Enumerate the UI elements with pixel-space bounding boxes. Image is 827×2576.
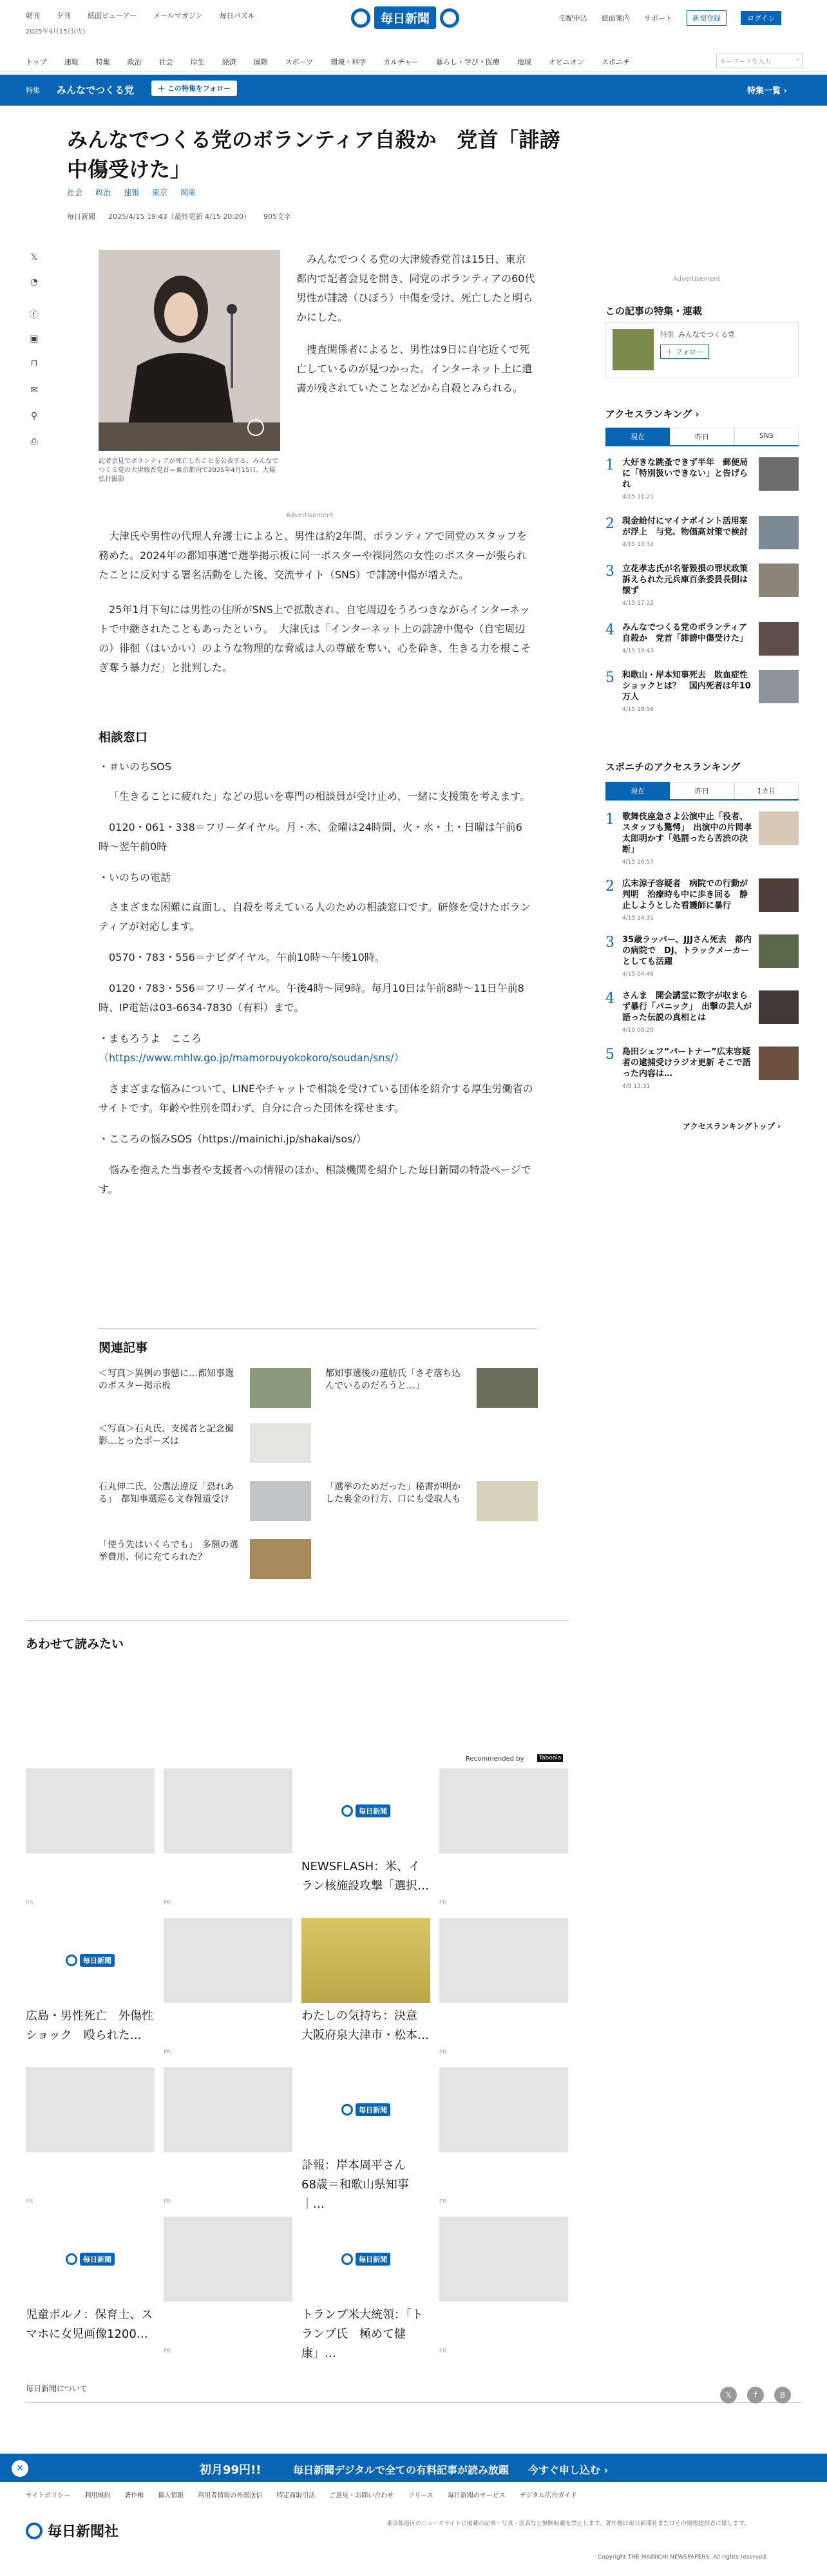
related-thumb xyxy=(477,1481,538,1521)
rank-number: 4 xyxy=(605,622,614,638)
tab-now[interactable]: 現在 xyxy=(605,428,670,445)
facebook-footer-icon[interactable]: f xyxy=(747,2387,764,2403)
article-body xyxy=(99,527,537,677)
about-link[interactable]: 毎日新聞について xyxy=(26,2384,88,2393)
rank-thumb xyxy=(759,990,799,1024)
search-placeholder: キーワードを入力 xyxy=(719,59,771,66)
footer-link[interactable]: 特定商取引法 xyxy=(276,2492,316,2499)
rank-number: 5 xyxy=(605,670,614,686)
reco-card[interactable] xyxy=(301,1918,430,2056)
logo-ring-icon xyxy=(66,1955,77,1966)
rank-number: 1 xyxy=(605,457,614,473)
link-copy-icon[interactable]: ⚲ xyxy=(30,411,38,421)
logo-ring-icon xyxy=(341,2253,353,2265)
rank-thumb xyxy=(759,1046,799,1080)
paragraph: 大津氏や男性の代理人弁護士によると、男性は約2年間、ボランティアで同党のスタッフを務めた。2024年の都知事選で選挙掲示板に同一ポスターや裸同然の女性のポスターが張られたことに反対する署名活動をした後、交流サイト（SNS）で誹謗中傷が増えた。 xyxy=(99,530,528,581)
pr-label: PR xyxy=(439,2049,447,2056)
related-item[interactable] xyxy=(325,1368,538,1408)
reco-heading: あわせて読みたい xyxy=(26,1637,124,1651)
logo-ring-icon xyxy=(341,1805,353,1817)
facebook-icon[interactable]: ⓕ xyxy=(30,310,39,320)
card-image xyxy=(164,1918,292,2003)
feature-title[interactable]: みんなでつくる党 xyxy=(57,84,135,96)
logo-text: 毎日新聞 xyxy=(374,6,436,29)
rank-title: 立花孝志氏が名誉毀損の罪状政策 訴えられた元兵庫百条委員長側は懐ず xyxy=(622,564,757,596)
nav-item[interactable]: 環境・科学 xyxy=(330,58,366,66)
mhlw-link[interactable]: （https://www.mhlw.go.jp/mamorouyokokoro/soudan/sns/） xyxy=(99,1052,404,1064)
divider xyxy=(26,1620,569,1621)
pr-label: PR xyxy=(439,1900,447,1906)
nav-item[interactable]: 社会 xyxy=(158,58,173,66)
ad-label: Advertisement xyxy=(286,512,334,519)
reco-card[interactable] xyxy=(26,2067,155,2205)
nav-item[interactable]: カルチャー xyxy=(383,58,419,66)
card-image xyxy=(164,2067,292,2152)
card-image xyxy=(301,1918,430,2003)
pr-label: PR xyxy=(26,2199,33,2205)
rank-date: 4/15 19:43 xyxy=(622,648,654,654)
rank-number: 3 xyxy=(605,564,614,580)
card-image xyxy=(439,2217,568,2302)
nav-item[interactable]: 政治 xyxy=(127,58,142,66)
series-heading: この記事の特集・連載 xyxy=(605,305,703,317)
tag-link[interactable]: 関東 xyxy=(180,188,196,197)
rank-date: 4/10 09:20 xyxy=(622,1027,654,1034)
card-image xyxy=(301,2217,430,2302)
feature-list-link[interactable]: 特集一覧 › xyxy=(747,86,787,96)
paragraph: みんなでつくる党の大津綾香党首は15日、東京都内で記者会見を開き、同党のボランティアの60代男性が誹謗（ひぼう）中傷を受け、死亡したと明らかにした。 xyxy=(296,253,535,323)
rank-thumb xyxy=(759,670,799,703)
card-image xyxy=(26,1918,155,2003)
logo-text: 毎日新聞 xyxy=(356,2253,390,2266)
related-title[interactable]: 「選挙のためだった」秘書が明かした裏金の行方、口にも受取人も xyxy=(325,1482,461,1504)
card-title xyxy=(164,2156,292,2195)
copyright: Copyright THE MAINICHI NEWSPAPERS. All rights reserved. xyxy=(598,2554,768,2561)
rank-title: 広末涼子容疑者 病院での行動が判明 治療時も中に歩き回る 静止しようとした看護師に暴行 xyxy=(622,879,748,911)
link-morning[interactable]: 朝刊 xyxy=(26,12,40,20)
card-title xyxy=(439,2007,568,2045)
card-image xyxy=(26,2067,155,2152)
related-title[interactable]: ＜写真＞石丸氏、支援者と記念撮影…とったポーズは xyxy=(99,1424,234,1446)
footer-link[interactable]: 利用規約 xyxy=(84,2492,111,2499)
card-image xyxy=(164,1768,292,1853)
series-tag: 特集 xyxy=(660,330,674,339)
card-image xyxy=(26,2217,155,2302)
card-title[interactable]: NEWSFLASH：米、イラン核施設攻撃「選択… xyxy=(301,1860,429,1893)
footer-link[interactable]: 著作権 xyxy=(124,2492,144,2499)
paragraph: さまざまな困難に直面し、自殺を考えている人のための相談窓口です。研修を受けたボランティアが対応します。 xyxy=(99,901,531,933)
rank-title: 和歌山・岸本知事死去 敗血症性ショックとは？ 国内死者は年10万人 xyxy=(622,670,751,702)
rank-date: 4/15 17:22 xyxy=(622,600,654,607)
link-support[interactable]: サポート xyxy=(644,14,672,23)
nav-item[interactable]: スポニチ xyxy=(601,58,630,66)
taboola-logo: Taboola xyxy=(537,1754,563,1762)
rank-date: 4/15 11:21 xyxy=(622,494,654,500)
footer-links xyxy=(26,2490,577,2499)
paragraph: 25年1月下旬には男性の住所がSNS上で拡散され、自宅周辺をうろつきながらインターネットで中継されたこともあったという。 大津氏は「インターネット上の誹謗中傷や（自宅周辺の）徘徊（はいかい）のような物理的な脅威は人の尊厳を奪い、心を砕き、生きる力を根こそぎ奪う暴力だ」と批判した。 xyxy=(99,603,531,674)
photo-illustration xyxy=(99,250,280,451)
tab-sns[interactable]: SNS xyxy=(734,428,799,445)
pr-label: PR xyxy=(439,2348,447,2354)
reco-card[interactable] xyxy=(301,2217,430,2360)
reco-card[interactable] xyxy=(439,1768,568,1906)
card-title[interactable]: 広島・男性死亡 外傷性ショック 殴られた… xyxy=(26,2009,153,2042)
footer-link[interactable]: 利用者情報の外部送信 xyxy=(198,2492,263,2499)
tab-yesterday[interactable]: 昨日 xyxy=(670,782,734,799)
banner-text: 毎日新聞デジタルで全ての有料記事が読み放題 xyxy=(293,2464,509,2476)
publisher: 毎日新聞 xyxy=(67,213,95,221)
related-thumb xyxy=(250,1481,311,1521)
rank-thumb xyxy=(759,457,799,491)
help-heading: 相談窓口 xyxy=(99,730,148,744)
nav-item[interactable]: 速報 xyxy=(64,58,79,66)
article-headline: みんなでつくる党のボランティア自殺か 党首「誹謗中傷受けた」 xyxy=(67,128,560,182)
rank-date: 4/15 16:57 xyxy=(622,859,654,866)
rank-title: 35歳ラッパー、JJJさん死去 都内の病院で DJ、トラックメーカーとしても活躍 xyxy=(622,935,752,967)
rank-thumb xyxy=(759,811,799,845)
footer-link[interactable]: サイトポリシー xyxy=(26,2492,71,2499)
pr-label: PR xyxy=(164,1900,171,1906)
company-name: 毎日新聞社 xyxy=(48,2523,119,2540)
card-image xyxy=(301,2067,430,2152)
card-image xyxy=(26,1768,155,1853)
rank-thumb xyxy=(759,516,799,549)
reco-card[interactable] xyxy=(26,1768,155,1906)
nav-item[interactable]: オピニオン xyxy=(548,58,584,66)
reco-card[interactable] xyxy=(439,1918,568,2056)
paragraph: ・＃いのちSOS xyxy=(99,761,171,773)
search-icon[interactable]: ⌕ xyxy=(796,56,800,63)
x-footer-icon[interactable]: 𝕏 xyxy=(720,2387,737,2403)
card-title xyxy=(164,2306,292,2344)
card-image xyxy=(301,1768,430,1853)
card-title xyxy=(439,1857,568,1896)
link-evening[interactable]: 夕刊 xyxy=(57,12,71,20)
ranking-list xyxy=(605,457,799,715)
paragraph: ・いのちの電話 xyxy=(99,871,171,884)
link-viewer[interactable]: 紙面ビューアー xyxy=(88,12,137,20)
site-logo[interactable] xyxy=(351,6,459,29)
related-title[interactable]: 石丸伸二氏、公選法違反「恐れある」 都知事選巡る文春報道受け xyxy=(99,1482,234,1504)
sponichi-list xyxy=(605,811,799,1092)
print-icon[interactable]: ⎙ xyxy=(30,437,38,447)
nav-item[interactable]: 経済 xyxy=(222,58,236,66)
reco-card[interactable] xyxy=(164,1768,292,1906)
copyright-notice: 東京都港区のニュースサイトに掲載の記事・写真・図表など無断転載を禁止します。著作権は毎日新聞社またはその情報提供者に属します。 xyxy=(386,2521,750,2527)
series-thumb xyxy=(613,329,654,370)
ranking-tabs xyxy=(605,428,799,446)
related-thumb xyxy=(477,1368,538,1408)
series-follow-button[interactable]: ＋ フォロー xyxy=(660,345,709,359)
ad-label: Advertisement xyxy=(673,276,721,283)
ranking-item[interactable] xyxy=(605,934,799,980)
ranking-item[interactable] xyxy=(605,811,799,868)
rank-date: 4/15 14:31 xyxy=(622,915,654,922)
x-share-icon[interactable]: 𝕏 xyxy=(30,252,38,263)
ranking-item[interactable] xyxy=(605,457,799,503)
divider xyxy=(26,2402,801,2403)
nav-item[interactable]: スポーツ xyxy=(285,58,314,66)
reco-card[interactable] xyxy=(301,2067,430,2211)
paragraph: 捜査関係者によると、男性は9日に自宅近くで死亡しているのが見つかった。インターネット上に遺書が残されていたことなどから自殺とみられる。 xyxy=(296,343,533,394)
company-logo[interactable] xyxy=(26,2521,119,2541)
logo-ring-icon xyxy=(341,2104,353,2116)
rank-thumb xyxy=(759,878,799,912)
related-item[interactable] xyxy=(99,1368,311,1408)
logo-ring-icon xyxy=(26,2523,43,2539)
related-item[interactable] xyxy=(99,1423,311,1463)
tag-link[interactable]: 東京 xyxy=(152,188,168,197)
utility-links xyxy=(26,10,255,21)
rank-date: 4/15 18:56 xyxy=(622,706,654,713)
footer-link[interactable]: 毎日新聞のサービス xyxy=(447,2492,506,2499)
ranking-item[interactable] xyxy=(605,670,799,715)
paragraph: 0120・783・556＝フリーダイヤル。午後4時〜同9時。毎月10日は午前8時〜11日午前8時、IP電話は03-6634-7830（有料）まで。 xyxy=(99,982,524,1014)
hatena-footer-icon[interactable]: B xyxy=(774,2387,791,2403)
card-title[interactable]: 訃報：岸本周平さん 68歳＝和歌山県知事｜… xyxy=(301,2159,417,2211)
reco-card[interactable] xyxy=(164,2067,292,2205)
hatena-icon[interactable]: ▣ xyxy=(30,334,39,344)
card-image xyxy=(439,2067,568,2152)
card-title xyxy=(439,2306,568,2344)
pr-label: PR xyxy=(164,2348,171,2354)
close-icon[interactable]: ✕ xyxy=(12,2460,28,2477)
rank-number: 1 xyxy=(605,811,614,828)
tab-month[interactable]: 1カ月 xyxy=(734,782,799,799)
series-card[interactable] xyxy=(605,322,799,377)
recommended-by: Recommended by xyxy=(466,1756,524,1763)
login-button[interactable]: ログイン xyxy=(741,11,781,25)
nav-item[interactable]: トップ xyxy=(26,58,47,66)
related-thumb xyxy=(250,1423,311,1463)
link-puzzle[interactable]: 毎日パズル xyxy=(219,12,255,20)
card-title[interactable]: トランプ米大統領：「トランプ氏 極めて健康」… xyxy=(301,2308,423,2360)
card-title xyxy=(26,2156,155,2195)
rank-number: 4 xyxy=(605,990,614,1007)
timestamp: 2025/4/15 19:43（最終更新 4/15 20:20） xyxy=(108,213,251,221)
series-name[interactable]: みんなでつくる党 xyxy=(678,330,735,339)
comment-icon[interactable]: ◔ xyxy=(30,277,39,287)
logo-text: 毎日新聞 xyxy=(356,2103,390,2116)
sos-link[interactable]: ・こころの悩みSOS（https://mainichi.jp/shakai/sos/） xyxy=(99,1133,366,1145)
ranking-heading[interactable]: アクセスランキング › xyxy=(605,408,699,420)
ranking-top-link[interactable]: アクセスランキングトップ › xyxy=(683,1122,781,1131)
nav-item[interactable]: 暮らし・学び・医療 xyxy=(435,58,500,66)
nav-item[interactable]: 地域 xyxy=(517,58,531,66)
ranking-item[interactable] xyxy=(605,1046,799,1092)
search-input[interactable] xyxy=(716,53,803,68)
banner-cta[interactable]: 今すぐ申し込む › xyxy=(528,2464,609,2476)
reco-card[interactable] xyxy=(301,1768,430,1906)
ranking-item[interactable] xyxy=(605,990,799,1036)
card-image xyxy=(439,1918,568,2003)
card-title[interactable]: わたしの気持ち：決意 大阪府泉大津市・松本… xyxy=(301,2009,429,2042)
paragraph: 0120・061・338＝フリーダイヤル。月・木、金曜は24時間、火・水・土・日曜は午前6時〜翌午前0時 xyxy=(99,821,522,853)
pr-label: PR xyxy=(439,2199,447,2205)
related-title[interactable]: 都知事選後の蓮舫氏「さぞ落ち込んでいるのだろうと…」 xyxy=(325,1368,461,1391)
rank-title: 島田シェフ“パートナー”広末容疑者の逮捕受けラジオ更新 そこで語った内容は… xyxy=(622,1047,751,1079)
link-delivery[interactable]: 宅配申込 xyxy=(559,14,587,23)
nav-item[interactable]: 特集 xyxy=(95,58,110,66)
related-thumb xyxy=(250,1368,311,1408)
footer-link[interactable]: デジタル広告ガイド xyxy=(519,2492,577,2499)
reco-card[interactable] xyxy=(439,2217,568,2354)
card-image xyxy=(164,2217,292,2302)
rank-title: 歌舞伎座急さよ公演中止「役者、スタッフも驚愕」 出演中の片岡孝太郎明かす「処罰ったら苦渋の決断」 xyxy=(622,812,752,855)
tab-now[interactable]: 現在 xyxy=(605,782,670,799)
help-section xyxy=(99,757,537,1199)
tag-link[interactable]: 速報 xyxy=(124,188,140,197)
banner-price: 初月99円!! xyxy=(200,2463,261,2477)
ranking-item[interactable] xyxy=(605,878,799,924)
photo-caption: 記者会見でボランティアが死亡したことを公表する、みんなでつくる党の大津綾香党首＝東京都内で2025年4月15日、大場弘行撮影 xyxy=(99,458,279,483)
follow-feature-button[interactable]: ＋ この特集をフォロー xyxy=(151,80,237,96)
logo-text: 毎日新聞 xyxy=(80,1954,115,1967)
rank-date: 4/15 04:46 xyxy=(622,971,654,978)
rank-date: 4/15 13:32 xyxy=(622,542,654,548)
rank-title: みんなでつくる党のボランティア自殺か 党首「誹謗中傷受けた」 xyxy=(622,623,748,643)
ranking-item[interactable] xyxy=(605,622,799,657)
lead-photo[interactable] xyxy=(99,250,280,451)
rank-thumb xyxy=(759,564,799,597)
reco-grid xyxy=(26,1768,569,2360)
card-image xyxy=(439,1768,568,1853)
article-meta xyxy=(67,211,291,222)
ranking-item[interactable] xyxy=(605,516,799,551)
related-thumb xyxy=(250,1539,311,1579)
sponichi-heading: スポニチのアクセスランキング xyxy=(605,761,741,773)
article-tags xyxy=(67,187,196,198)
char-count: 905文字 xyxy=(263,213,291,221)
logo-text: 毎日新聞 xyxy=(80,2253,115,2266)
paragraph: さまざまな悩みについて、LINEやチャットで相談を受けている団体を紹介する厚生労働省のサイトです。年齢や性別を問わず、自分に合った団体を探せます。 xyxy=(99,1083,533,1114)
account-links xyxy=(559,10,781,26)
current-date: 2025年4月15日(火) xyxy=(26,28,86,35)
logo-text: 毎日新聞 xyxy=(356,1804,390,1817)
lead-paragraph xyxy=(296,250,536,398)
pr-label: PR xyxy=(164,2049,171,2056)
mail-icon[interactable]: ✉ xyxy=(30,385,38,395)
related-item[interactable] xyxy=(99,1481,311,1521)
reco-card[interactable] xyxy=(164,1918,292,2056)
bookmark-icon[interactable]: ⊓ xyxy=(30,358,38,368)
rank-title: さんま 開会講堂に数字が収まらず暴行「パニック」 出撃の芸人が語った伝説の真相とは xyxy=(622,991,752,1023)
link-mail[interactable]: メールマガジン xyxy=(153,12,203,20)
card-title xyxy=(164,2007,292,2045)
nav-items xyxy=(26,57,647,67)
logo-ring-icon xyxy=(66,2253,77,2265)
rank-thumb xyxy=(759,622,799,656)
reco-card[interactable] xyxy=(439,2067,568,2205)
related-item[interactable] xyxy=(99,1539,311,1579)
rank-number: 2 xyxy=(605,878,614,895)
card-title[interactable]: 児童ポルノ：保育士、スマホに女児画像1200… xyxy=(26,2308,153,2341)
register-button[interactable]: 新規登録 xyxy=(687,10,727,26)
footer-link[interactable]: 個人情報 xyxy=(158,2492,184,2499)
related-title[interactable]: ＜写真＞異例の事態に…都知事選のポスター掲示板 xyxy=(99,1368,234,1391)
ranking-item[interactable] xyxy=(605,564,799,609)
rank-number: 5 xyxy=(605,1046,614,1063)
related-item[interactable] xyxy=(325,1481,538,1521)
paragraph: 「生きることに疲れた」などの思いを専門の相談員が受け止め、一緒に支援策を考えます。 xyxy=(109,790,531,802)
rank-number: 3 xyxy=(605,934,614,951)
card-title xyxy=(26,1857,155,1896)
card-title xyxy=(439,2156,568,2195)
nav-item[interactable]: 国際 xyxy=(253,58,268,66)
rank-title: 現金給付にマイナポイント活用案が浮上 与党、物価高対策で検討 xyxy=(622,516,748,537)
footer-link[interactable]: ご意見・お問い合わせ xyxy=(329,2492,394,2499)
rank-date: 4/9 13:31 xyxy=(622,1083,651,1090)
reco-card[interactable] xyxy=(26,2217,155,2354)
reco-card[interactable] xyxy=(26,1918,155,2056)
paragraph: ・まもろうよ こころ xyxy=(99,1032,202,1045)
paragraph: 悩みを抱えた当事者や支援者への情報のほか、相談機関を紹介した毎日新聞の特設ページです。 xyxy=(99,1164,531,1195)
feature-tag: 特集 xyxy=(26,86,40,95)
logo-ring-right-icon xyxy=(440,8,459,28)
tab-yesterday[interactable]: 昨日 xyxy=(670,428,734,445)
link-paper-info[interactable]: 紙面案内 xyxy=(602,14,630,23)
rank-number: 2 xyxy=(605,516,614,532)
pr-label: PR xyxy=(164,2199,171,2205)
related-heading: 関連記事 xyxy=(99,1341,148,1355)
paragraph: 0570・783・556＝ナビダイヤル。午前10時〜午後10時。 xyxy=(109,951,385,963)
sponichi-tabs xyxy=(605,782,799,800)
logo-ring-left-icon xyxy=(351,8,370,28)
related-title[interactable]: 「使う先はいくらでも」 多額の選挙費用、何に充てられた？ xyxy=(99,1540,238,1562)
footer-link[interactable]: ソリース xyxy=(408,2492,433,2499)
rank-title: 大好きな跳蚤できず半年 郵便局に「特別扱いできない」と告げられ xyxy=(622,458,748,489)
tag-link[interactable]: 政治 xyxy=(95,188,111,197)
reco-card[interactable] xyxy=(164,2217,292,2354)
pr-label: PR xyxy=(26,1900,33,1906)
card-title xyxy=(164,1857,292,1896)
rank-thumb xyxy=(759,934,799,968)
tag-link[interactable]: 社会 xyxy=(67,188,83,197)
nav-item[interactable]: 岸生 xyxy=(190,58,205,66)
